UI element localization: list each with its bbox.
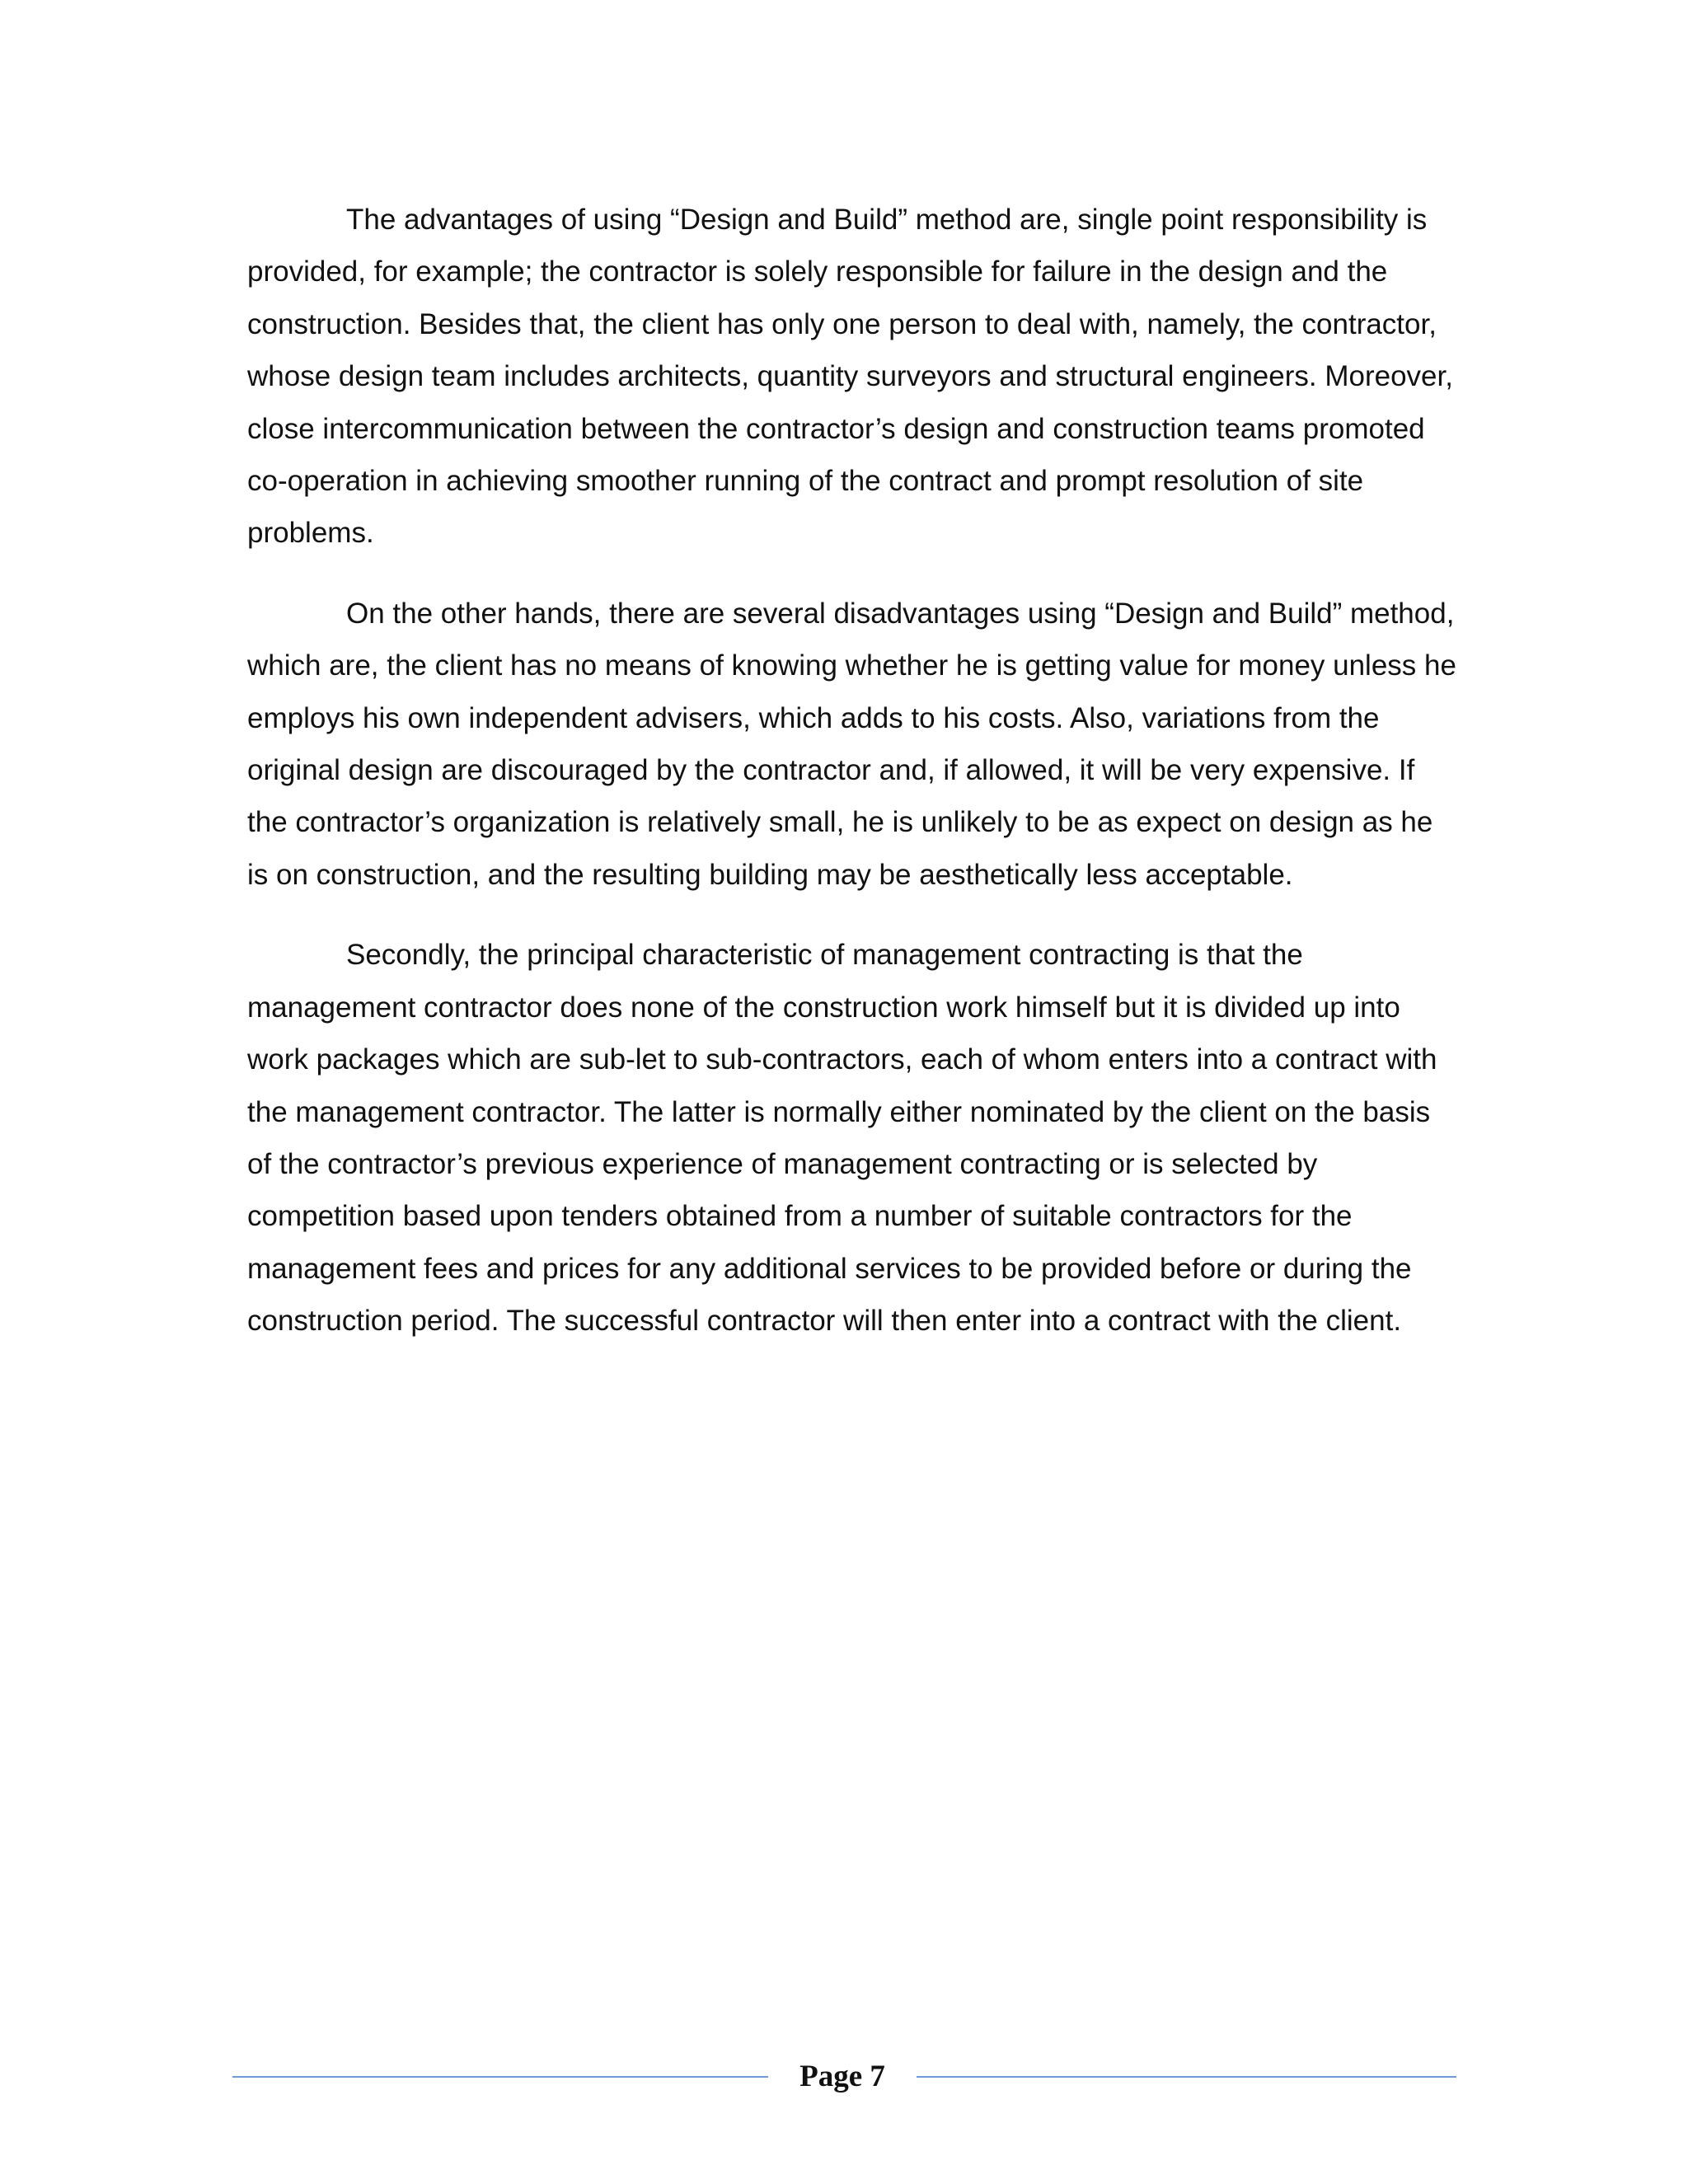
- paragraph-design-build-advantages: The advantages of using “Design and Build” method are, single point responsibility is provided, for example; the contractor is solely responsible for failure in the design and the construction. Besides that, the client has only one person to deal with, namely, the contractor, whose design team includes architects, quantity surveyors and structural engineers. Moreover, close intercommunication between the contractor’s design and construction teams promoted co-operation in achieving smoother running of the contract and prompt resolution of site problems.: [247, 204, 1453, 550]
- page-footer: [232, 2056, 1456, 2097]
- footer-rule-right: [917, 2076, 1456, 2078]
- body-text: [247, 194, 1459, 1376]
- footer-rule-left: [232, 2076, 768, 2078]
- paragraph-management-contracting: Secondly, the principal characteristic of management contracting is that the management contractor does none of the construction work himself but it is divided up into work packages which are sub-let to sub-contractors, each of whom enters into a contract with the management contractor. The latter is normally either nominated by the client on the basis of the contractor’s previous experience of management contracting or is selected by competition based upon tenders obtained from a number of suitable contractors for the management fees and prices for any additional services to be provided before or during the construction period. The successful contractor will then enter into a contract with the client.: [247, 939, 1437, 1338]
- paragraph-design-build-disadvantages: On the other hands, there are several disadvantages using “Design and Build” method, which are, the client has no means of knowing whether he is getting value for money unless he employs his own independent advisers, which adds to his costs. Also, variations from the original design are discouraged by the contractor and, if allowed, it will be very expensive. If the contractor’s organization is relatively small, he is unlikely to be as expect on design as he is on construction, and the resulting building may be aesthetically less acceptable.: [247, 597, 1456, 891]
- page-number: Page 7: [799, 2060, 885, 2093]
